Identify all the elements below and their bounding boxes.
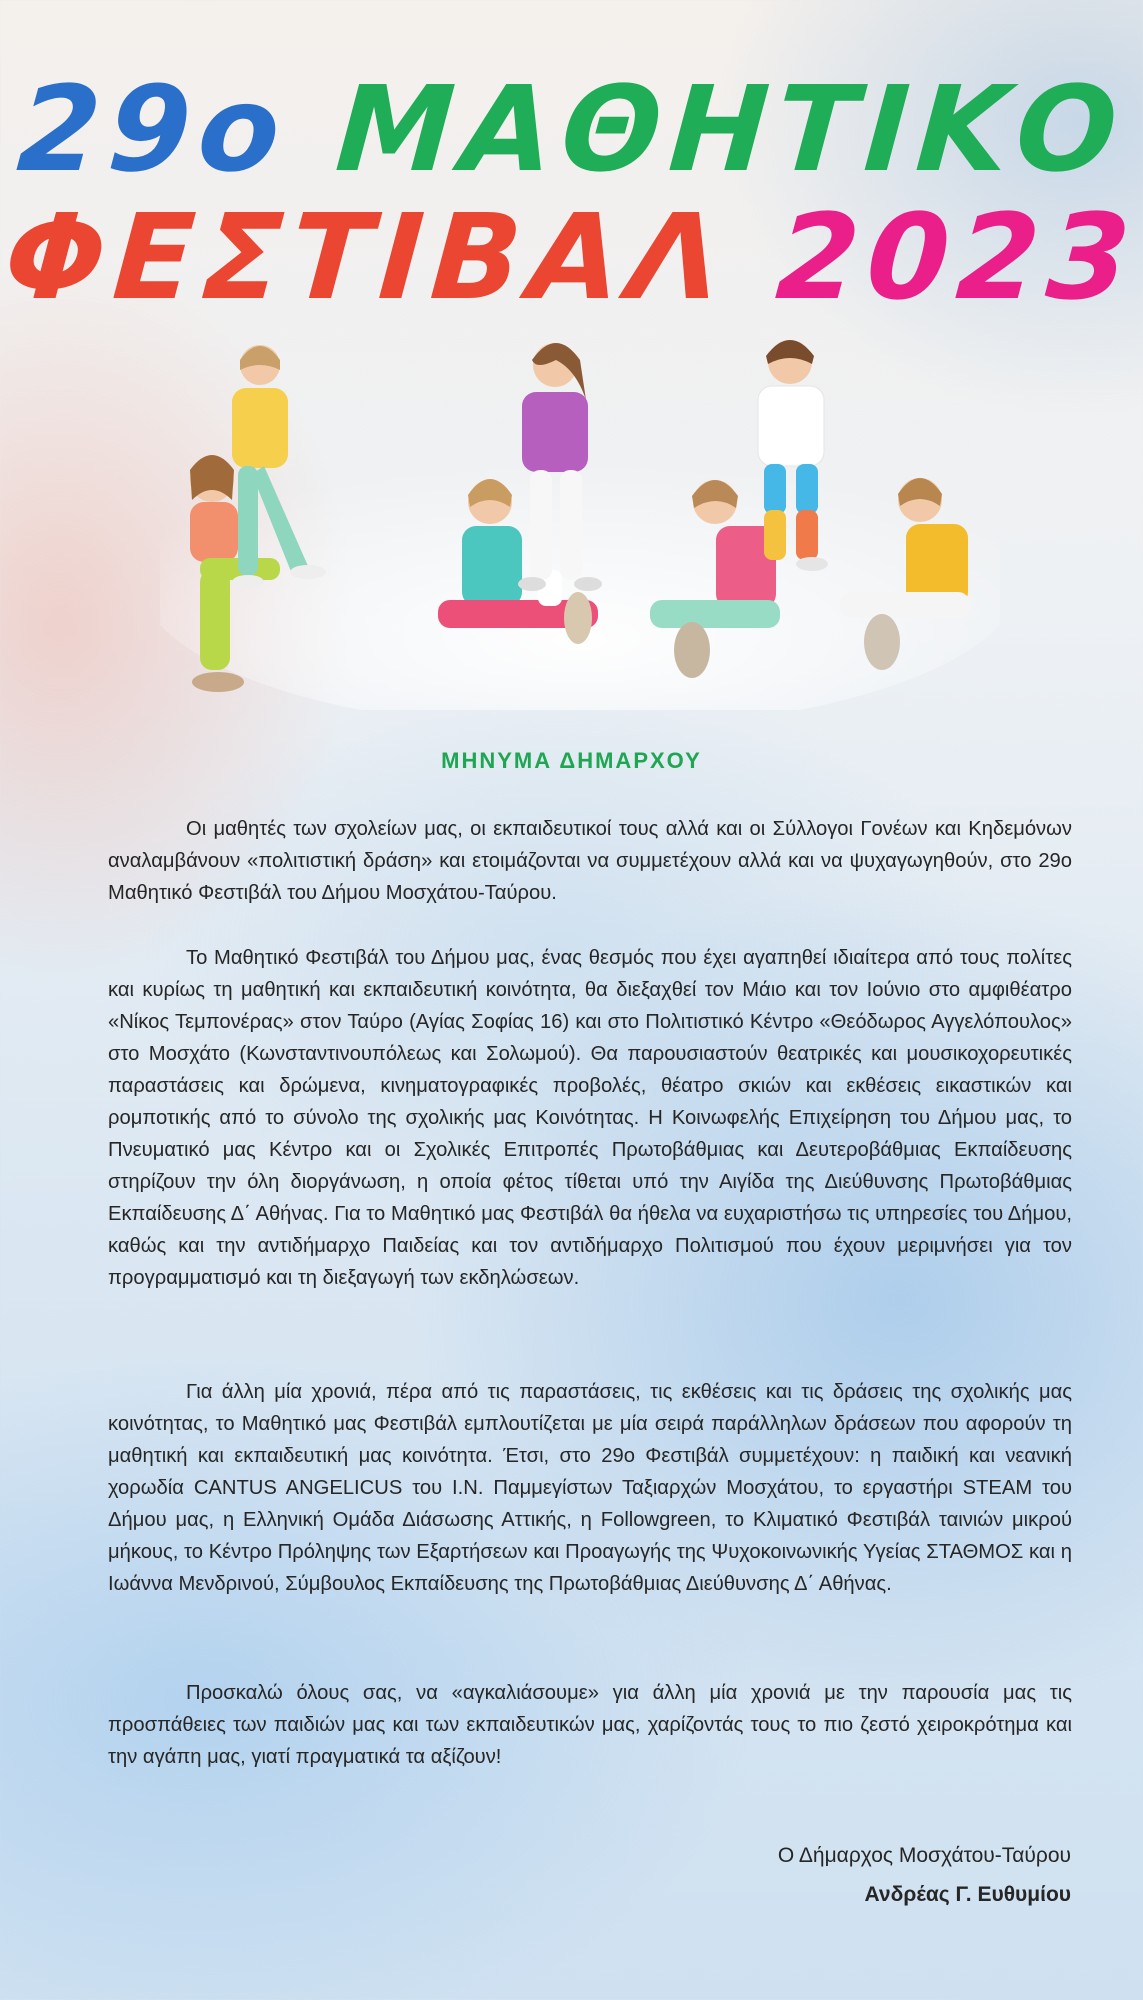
- children-illustration: [160, 330, 1000, 710]
- title-number: 29ο: [13, 60, 293, 198]
- mayor-message-heading: ΜΗΝΥΜΑ ΔΗΜΑΡΧΟΥ: [441, 748, 702, 773]
- title-word-mathitiko: ΜΑΘΗΤΙΚΟ: [331, 60, 1130, 198]
- paragraph-text: Προσκαλώ όλους σας, να «αγκαλιάσουμε» για άλλη μία χρονιά με την παρουσία μας τις προσπάθειες των παιδιών μας και των εκπαιδευτικών μας, χαρίζοντάς τους το πιο ζεστό χειροκρότημα και την αγάπη μας, γιατί πραγματικά τα αξίζουν!: [108, 1682, 1072, 1768]
- message-paragraph-3: [108, 1376, 1072, 1600]
- signature-name: Ανδρέας Γ. Ευθυμίου: [864, 1883, 1071, 1906]
- festival-title-line2: [0, 188, 1143, 326]
- signature-role: Ο Δήμαρχος Μοσχάτου-Ταύρου: [777, 1844, 1071, 1867]
- title-word-festival: ΦΕΣΤΙΒΑΛ: [0, 188, 733, 326]
- paragraph-text: Οι μαθητές των σχολείων μας, οι εκπαιδευτικοί τους αλλά και οι Σύλλογοι Γονέων και Κηδεμόνων αναλαμβάνουν «πολιτιστική δράση» και ετοιμάζονται να συμμετέχουν αλλά και να ψυχαγωγηθούν, στο 29ο Μαθητικό Φεστιβάλ του Δήμου Μοσχάτου-Ταύρου.: [108, 818, 1072, 904]
- festival-title-line1: [0, 60, 1143, 198]
- message-paragraph-4: [108, 1677, 1072, 1773]
- children-photo: [160, 330, 1000, 710]
- message-paragraph-2: [108, 942, 1072, 1294]
- paragraph-text: Το Μαθητικό Φεστιβάλ του Δήμου μας, ένας θεσμός που έχει αγαπηθεί ιδιαίτερα από τους πολίτες και κυρίως τη μαθητική και εκπαιδευτική κοινότητα, θα διεξαχθεί τον Μάιο και τον Ιούνιο στο αμφιθέατρο «Νίκος Τεμπονέρας» στον Ταύρο (Αγίας Σοφίας 16) και στο Πολιτιστικό Κέντρο «Θεόδωρος Αγγελόπουλος» στο Μοσχάτο (Κωνσταντινουπόλεως και Σολωμού). Θα παρουσιαστούν θεατρικές και μουσικοχορευτικές παραστάσεις και δρώμενα, κινηματογραφικές προβολές, θέατρο σκιών και εκθέσεις εικαστικών και ρομποτικής από το σύνολο της σχολικής μας Κοινότητας. Η Κοινωφελής Επιχείρηση του Δήμου μας, το Πνευματικό μας Κέντρο και οι Σχολικές Επιτροπές Πρωτοβάθμιας και Δευτεροβάθμιας Εκπαίδευσης στηρίζουν την όλη διοργάνωση, η οποία φέτος τίθεται υπό την Αιγίδα της Διεύθυνσης Πρωτοβάθμιας Εκπαίδευσης Δ΄ Αθήνας. Για το Μαθητικό μας Φεστιβάλ θα ήθελα να ευχαριστήσω τις υπηρεσίες του Δήμου, καθώς και την αντιδήμαρχο Παιδείας και τον αντιδήμαρχο Πολιτισμού που έχουν μεριμνήσει για τον προγραμματισμό και τη διεξαγωγή των εκδηλώσεων.: [108, 947, 1072, 1289]
- message-paragraph-1: [108, 813, 1072, 909]
- title-year: 2023: [772, 188, 1143, 326]
- paragraph-text: Για άλλη μία χρονιά, πέρα από τις παραστάσεις, τις εκθέσεις και τις δράσεις της σχολικής μας κοινότητας, το Μαθητικό μας Φεστιβάλ εμπλουτίζεται με μία σειρά παράλληλων δράσεων που αφορούν τη μαθητική και εκπαιδευτική μας κοινότητα. Έτσι, στο 29ο Φεστιβάλ συμμετέχουν: η παιδική και νεανική χορωδία CANTUS ANGELICUS του Ι.Ν. Παμμεγίστων Ταξιαρχών Μοσχάτου, το εργαστήρι STEAM του Δήμου μας, η Ελληνική Ομάδα Διάσωσης Αττικής, η Followgreen, το Κλιματικό Φεστιβάλ ταινιών μικρού μήκους, το Κέντρο Πρόληψης των Εξαρτήσεων και Προαγωγής της Ψυχοκοινωνικής Υγείας ΣΤΑΘΜΟΣ και η Ιωάννα Μενδρινού, Σύμβουλος Εκπαίδευσης της Πρωτοβάθμιας Διεύθυνσης Δ΄ Αθήνας.: [108, 1381, 1072, 1595]
